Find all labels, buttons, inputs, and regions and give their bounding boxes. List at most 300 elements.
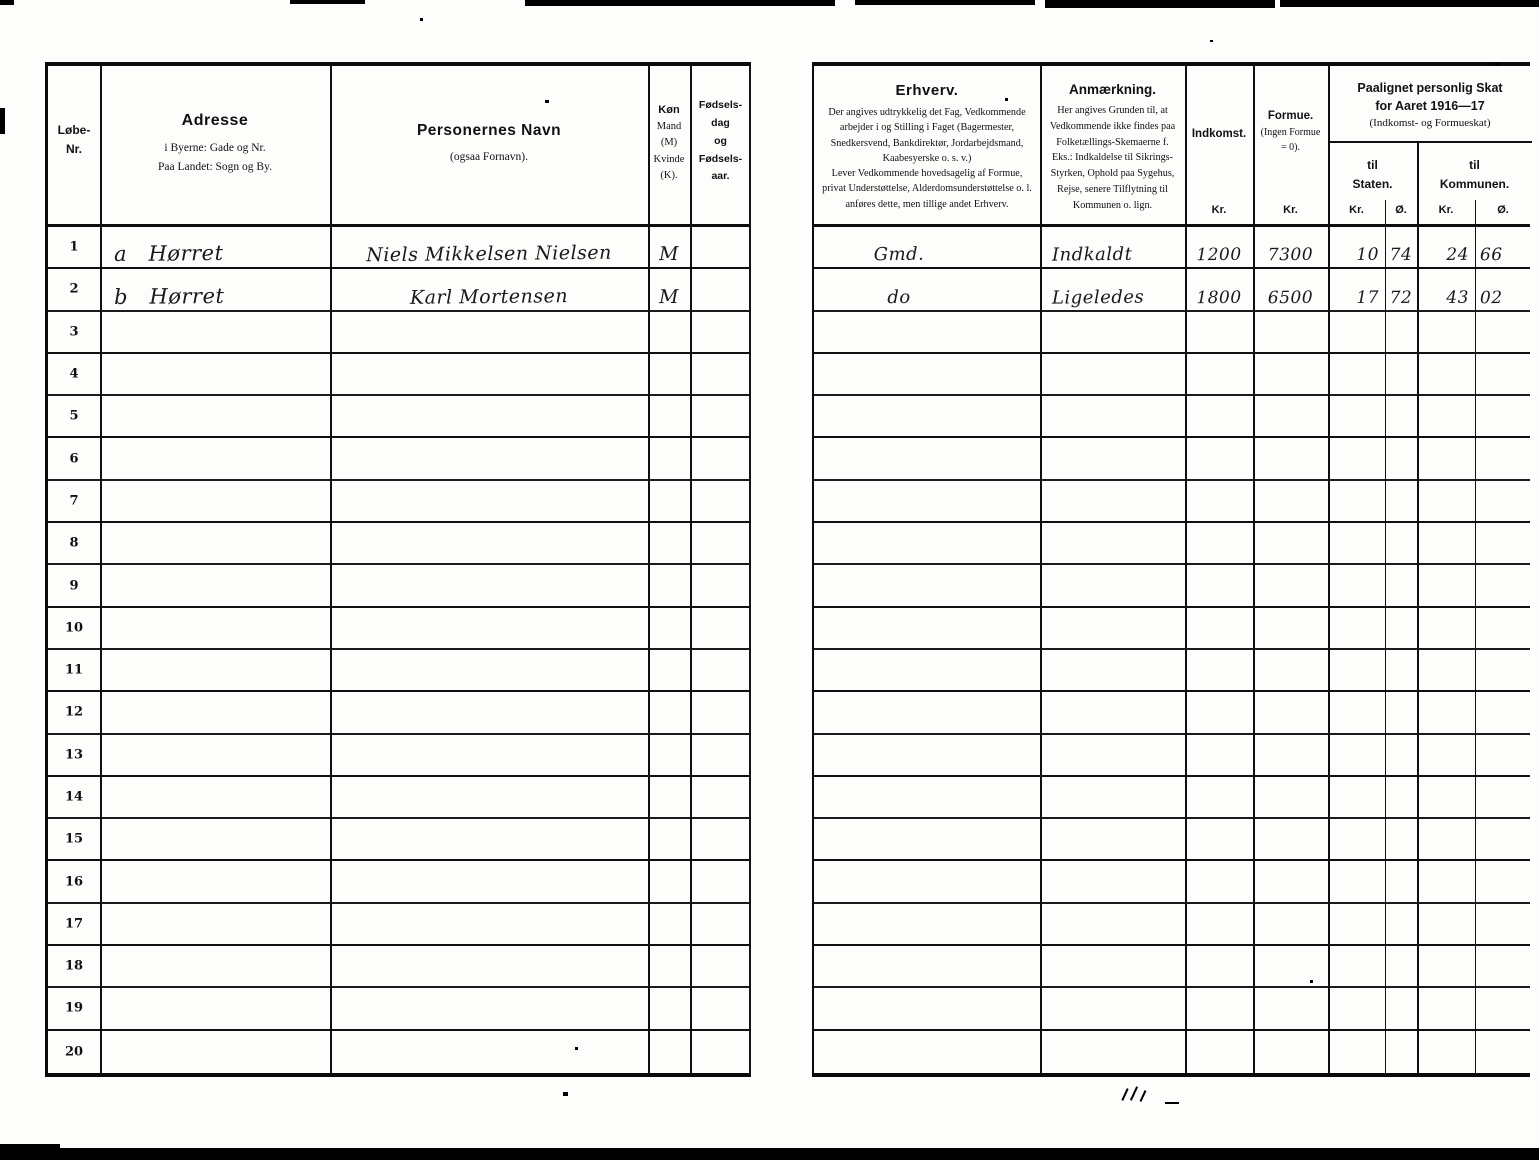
table-row (814, 269, 1530, 311)
cell-indkomst (1185, 772, 1253, 773)
cell-staten-kr (1328, 983, 1385, 984)
cell-fodselsdag (690, 814, 750, 815)
table-row (814, 1031, 1530, 1073)
cell-staten-kr: 17 (1356, 287, 1380, 308)
cell-navn (330, 982, 648, 985)
table-row (814, 777, 1530, 819)
cell-adresse (100, 644, 330, 646)
cell-staten-kr (1328, 729, 1385, 730)
row-number: 11 (64, 662, 84, 678)
row-number: 3 (69, 324, 79, 340)
cell-erhverv (814, 771, 984, 773)
table-row (48, 1031, 749, 1073)
scan-dash (1165, 1102, 1179, 1104)
header-erhverv (814, 82, 1040, 212)
cell-formue (1253, 348, 1328, 349)
cell-kommunen-ore (1475, 602, 1531, 603)
cell-staten-kr (1328, 645, 1385, 646)
cell-indkomst (1185, 814, 1253, 815)
table-row (814, 438, 1530, 480)
cell-kommunen-kr (1417, 560, 1475, 561)
cell-indkomst (1185, 391, 1253, 392)
cell-formue (1253, 433, 1328, 434)
cell-kommunen-kr (1417, 856, 1475, 857)
scan-speck (1210, 40, 1213, 42)
table-row (814, 396, 1530, 438)
scan-mark (0, 0, 14, 5)
table-row (814, 735, 1530, 777)
header-title: Paalignet personlig Skat (1357, 81, 1503, 95)
cell-kon: M (658, 243, 680, 266)
cell-adresse: b Hørret (113, 283, 225, 309)
cell-kommunen-kr: 43 (1446, 287, 1470, 308)
cell-erhverv (814, 1025, 984, 1027)
cell-staten-ore: 72 (1389, 287, 1413, 308)
cell-kommunen-ore (1475, 814, 1531, 815)
cell-adresse: a Hørret (113, 241, 224, 267)
table-row (814, 608, 1530, 650)
cell-kommunen-kr (1417, 349, 1475, 350)
unit-label-kr: Kr. (1438, 204, 1454, 216)
row-number: 15 (64, 831, 84, 847)
column-divider (1185, 66, 1187, 1073)
cell-adresse (100, 432, 330, 434)
row-number: 14 (64, 789, 84, 805)
table-row (48, 608, 749, 650)
cell-fodselsdag (690, 941, 750, 942)
header-text: Der angives udtrykkelig det Fag, Vedkommende arbejder i og Stilling i Faget (Bagermester, Snedkersvend, Bankdirektør, Jordarbejdsmand, Kaabesyerske o. s. v.) (828, 107, 1026, 164)
cell-navn (330, 812, 648, 815)
cell-formue (1253, 518, 1328, 519)
scan-mark (290, 0, 365, 4)
cell-navn (330, 728, 648, 731)
cell-formue: 7300 (1267, 245, 1314, 266)
cell-anmaerkning (1040, 517, 1185, 519)
cell-anmaerkning (1040, 602, 1185, 604)
cell-erhverv (814, 1069, 984, 1071)
cell-anmaerkning (1040, 1025, 1185, 1027)
cell-formue (1253, 898, 1328, 899)
cell-navn (330, 516, 648, 519)
cell-kommunen-kr: 24 (1446, 245, 1470, 266)
cell-fodselsdag (690, 475, 750, 476)
cell-staten-kr (1328, 391, 1385, 392)
header-text: Mand (656, 121, 682, 133)
cell-fodselsdag (690, 856, 750, 857)
cell-kommunen-ore (1475, 433, 1531, 434)
cell-indkomst (1185, 433, 1253, 434)
cell-adresse (100, 728, 330, 730)
table-row (48, 227, 749, 269)
cell-adresse (100, 348, 330, 350)
row-number: 17 (64, 916, 84, 932)
cell-staten-kr (1328, 1025, 1385, 1026)
cell-indkomst (1185, 560, 1253, 561)
cell-formue (1253, 856, 1328, 857)
cell-formue (1253, 687, 1328, 688)
cell-indkomst (1185, 898, 1253, 899)
table-row (48, 481, 749, 523)
cell-kommunen-kr (1417, 729, 1475, 730)
cell-navn (330, 686, 648, 689)
row-number: 10 (64, 620, 84, 636)
table-row (814, 565, 1530, 607)
row-number: 18 (64, 958, 84, 974)
right-page-table (812, 62, 1530, 1077)
header-body (814, 105, 1040, 212)
scan-speck (545, 100, 549, 103)
cell-anmaerkning (1040, 560, 1185, 562)
cell-indkomst (1185, 941, 1253, 942)
header-text: og (714, 134, 727, 147)
cell-adresse (100, 771, 330, 773)
cell-kommunen-ore: 66 (1479, 245, 1503, 266)
cell-formue (1253, 391, 1328, 392)
cell-erhverv (814, 940, 984, 942)
row-number: 9 (69, 578, 79, 594)
table-row (48, 946, 749, 988)
cell-anmaerkning (1040, 433, 1185, 435)
cell-kon: M (658, 285, 680, 308)
right-table-header (814, 66, 1530, 227)
column-divider (1040, 66, 1042, 1073)
cell-adresse (100, 813, 330, 815)
header-anmaerkning (1040, 82, 1185, 214)
scan-mark (1280, 0, 1539, 7)
scan-squiggle (1140, 1090, 1147, 1102)
cell-staten-kr (1328, 349, 1385, 350)
cell-fodselsdag (690, 983, 750, 984)
cell-staten-kr (1328, 898, 1385, 899)
cell-anmaerkning (1040, 856, 1185, 858)
scan-mark (0, 1144, 60, 1160)
cell-anmaerkning (1040, 729, 1185, 731)
row-number: 6 (69, 451, 79, 467)
cell-kommunen-ore (1475, 475, 1531, 476)
cell-formue (1253, 941, 1328, 942)
cell-kommunen-ore (1475, 983, 1531, 984)
table-row (48, 861, 749, 903)
cell-fodselsdag (690, 560, 750, 561)
cell-anmaerkning (1040, 390, 1185, 392)
cell-kommunen-kr (1417, 475, 1475, 476)
header-text: Kommunen. (1439, 177, 1510, 192)
cell-indkomst: 1200 (1196, 245, 1242, 266)
row-number: 5 (69, 408, 79, 424)
cell-formue (1253, 645, 1328, 646)
scan-speck (1005, 98, 1008, 101)
cell-indkomst (1185, 475, 1253, 476)
cell-navn: Karl Mortensen (409, 284, 569, 309)
unit-label-kr: Kr. (1211, 204, 1227, 216)
cell-kommunen-kr (1417, 941, 1475, 942)
cell-adresse (100, 390, 330, 392)
table-row (48, 904, 749, 946)
cell-fodselsdag (690, 772, 750, 773)
cell-kommunen-kr (1417, 433, 1475, 434)
cell-staten-kr: 10 (1356, 245, 1380, 266)
cell-erhverv (814, 475, 984, 477)
cell-indkomst (1185, 349, 1253, 350)
cell-anmaerkning (1040, 1069, 1185, 1071)
header-title: Køn (658, 104, 680, 116)
cell-anmaerkning (1040, 983, 1185, 985)
cell-adresse (100, 1024, 330, 1026)
cell-anmaerkning: Ligeledes (1051, 286, 1145, 309)
cell-adresse (100, 1069, 330, 1071)
row-number: 12 (64, 704, 84, 720)
cell-indkomst (1185, 518, 1253, 519)
cell-kommunen-ore (1475, 856, 1531, 857)
cell-anmaerkning (1040, 644, 1185, 646)
row-number: 20 (64, 1044, 84, 1060)
cell-kommunen-ore (1475, 941, 1531, 942)
header-text: Løbe- (57, 123, 91, 137)
header-text: Kvinde (653, 153, 685, 165)
header-personernes-navn (330, 122, 648, 163)
cell-adresse (100, 559, 330, 561)
header-subtext: (Indkomst- og Formueskat) (1369, 117, 1491, 130)
header-text: (M) (660, 137, 678, 149)
cell-fodselsdag (690, 518, 750, 519)
table-row (814, 650, 1530, 692)
cell-adresse (100, 940, 330, 942)
cell-navn (330, 855, 648, 858)
cell-fodselsdag (690, 645, 750, 646)
cell-fodselsdag (690, 433, 750, 434)
cell-staten-kr (1328, 602, 1385, 603)
cell-adresse (100, 686, 330, 688)
cell-formue (1253, 771, 1328, 772)
cell-formue (1253, 1025, 1328, 1026)
cell-anmaerkning: Indkaldt (1051, 244, 1133, 266)
unit-label-ore: Ø. (1395, 204, 1407, 216)
table-row (48, 396, 749, 438)
scan-speck (1495, 63, 1499, 66)
cell-anmaerkning (1040, 898, 1185, 900)
table-row (814, 946, 1530, 988)
header-adresse (100, 112, 330, 177)
cell-formue: 6500 (1267, 287, 1314, 308)
scan-mark (1045, 0, 1275, 8)
header-fodselsdag (690, 97, 751, 186)
cell-erhverv (814, 559, 984, 561)
cell-formue (1253, 729, 1328, 730)
table-row (48, 269, 749, 311)
table-row (48, 735, 749, 777)
scan-squiggle (1121, 1088, 1128, 1101)
cell-indkomst (1185, 1025, 1253, 1026)
header-paalignet-skat (1328, 66, 1532, 143)
header-text: til (1367, 158, 1378, 172)
header-title: Anmærkning. (1068, 82, 1156, 97)
table-row (48, 692, 749, 734)
cell-kommunen-kr (1417, 898, 1475, 899)
cell-kommunen-kr (1417, 983, 1475, 984)
column-divider (1475, 200, 1476, 1073)
cell-indkomst (1185, 983, 1253, 984)
header-text: Paa Landet: Sogn og By. (158, 160, 272, 173)
header-til-kommunen (1417, 156, 1532, 194)
cell-fodselsdag (690, 729, 750, 730)
table-row (48, 523, 749, 565)
cell-anmaerkning (1040, 348, 1185, 350)
cell-staten-kr (1328, 518, 1385, 519)
cell-kommunen-ore (1475, 1025, 1531, 1026)
table-row (814, 227, 1530, 269)
cell-anmaerkning (1040, 813, 1185, 815)
cell-kommunen-ore (1475, 560, 1531, 561)
table-row (48, 777, 749, 819)
cell-navn (330, 770, 648, 773)
unit-label-kr: Kr. (1349, 204, 1364, 216)
cell-erhverv: do (887, 286, 911, 308)
cell-kommunen-ore (1475, 687, 1531, 688)
cell-erhverv (814, 898, 984, 900)
cell-indkomst (1185, 602, 1253, 603)
unit-label-kr: Kr. (1283, 204, 1298, 216)
cell-staten-kr (1328, 433, 1385, 434)
cell-anmaerkning (1040, 940, 1185, 942)
cell-kommunen-ore (1475, 898, 1531, 899)
cell-erhverv (814, 729, 984, 731)
cell-navn (330, 1068, 648, 1071)
cell-navn (330, 939, 648, 942)
cell-anmaerkning (1040, 771, 1185, 773)
row-number: 1 (69, 239, 79, 255)
cell-formue (1253, 602, 1328, 603)
header-text: (Ingen Formue (1260, 127, 1321, 138)
cell-fodselsdag (690, 898, 750, 899)
cell-erhverv (814, 433, 984, 435)
row-number: 2 (69, 281, 79, 297)
row-number: 7 (69, 493, 79, 509)
header-til-staten (1328, 156, 1417, 194)
cell-fodselsdag (690, 391, 750, 392)
scan-speck (563, 1092, 568, 1096)
cell-erhverv (814, 348, 984, 350)
scan-speck (1310, 980, 1313, 983)
row-number: 19 (64, 1000, 84, 1016)
cell-kommunen-kr (1417, 772, 1475, 773)
header-text: Fødsels- (698, 99, 743, 111)
cell-fodselsdag (690, 687, 750, 688)
scan-mark (0, 108, 5, 134)
cell-staten-kr (1328, 772, 1385, 773)
header-title: Personernes Navn (416, 122, 562, 139)
cell-staten-kr (1328, 856, 1385, 857)
cell-staten-kr (1328, 475, 1385, 476)
cell-fodselsdag (690, 349, 750, 350)
cell-adresse (100, 601, 330, 603)
cell-fodselsdag (690, 1025, 750, 1026)
header-text: (K). (660, 169, 678, 181)
cell-formue (1253, 475, 1328, 476)
left-page-table (45, 62, 751, 1077)
row-number: 13 (64, 747, 84, 763)
cell-erhverv (814, 686, 984, 688)
header-title: Formue. (1267, 110, 1314, 122)
table-row (814, 692, 1530, 734)
cell-fodselsdag (690, 602, 750, 603)
cell-kommunen-ore (1475, 729, 1531, 730)
cell-staten-kr (1328, 1070, 1385, 1071)
cell-navn: Niels Mikkelsen Nielsen (366, 242, 612, 267)
header-text: i Byerne: Gade og Nr. (164, 142, 266, 154)
cell-adresse (100, 855, 330, 857)
column-divider (1328, 66, 1330, 1073)
cell-staten-kr (1328, 814, 1385, 815)
header-subtext (100, 139, 330, 177)
header-text: = 0). (1281, 142, 1300, 153)
cell-formue (1253, 983, 1328, 984)
header-indkomst: Indkomst. (1191, 128, 1247, 140)
header-body: Her angives Grunden til, at Vedkommende ikke findes paa Folketællings-Skemaerne f. Eks.: Indkaldelse til Sikrings-Styrken, Ophold paa Sygehus, Rejse, senere Tilflytning til Kommunen o. lign. (1049, 105, 1176, 211)
cell-formue (1253, 1070, 1328, 1071)
cell-navn (330, 897, 648, 900)
column-divider (1385, 200, 1386, 1073)
cell-kommunen-kr (1417, 687, 1475, 688)
cell-anmaerkning (1040, 687, 1185, 689)
cell-kommunen-kr (1417, 645, 1475, 646)
cell-erhverv (814, 517, 984, 519)
table-row (814, 861, 1530, 903)
table-row (814, 904, 1530, 946)
left-table-header (48, 66, 749, 227)
header-subtext: (ogsaa Fornavn). (450, 151, 528, 163)
cell-erhverv (814, 602, 984, 604)
cell-kommunen-ore (1475, 1070, 1531, 1071)
scan-speck (575, 1047, 578, 1050)
column-divider (648, 66, 650, 1073)
table-row (48, 312, 749, 354)
table-row (48, 988, 749, 1030)
table-row (814, 481, 1530, 523)
header-title: Erhverv. (895, 82, 959, 99)
cell-kommunen-kr (1417, 1025, 1475, 1026)
cell-staten-ore: 74 (1389, 245, 1413, 266)
cell-fodselsdag (690, 1070, 750, 1071)
cell-adresse (100, 475, 330, 477)
table-row (48, 819, 749, 861)
cell-indkomst (1185, 1070, 1253, 1071)
header-title: for Aaret 1916—17 (1375, 99, 1485, 114)
table-row (48, 438, 749, 480)
column-divider (690, 66, 692, 1073)
cell-anmaerkning (1040, 475, 1185, 477)
cell-kommunen-kr (1417, 518, 1475, 519)
header-lobe-nr (48, 121, 100, 158)
cell-kommunen-ore (1475, 772, 1531, 773)
cell-kommunen-kr (1417, 1070, 1475, 1071)
cell-staten-kr (1328, 687, 1385, 688)
cell-kommunen-ore (1475, 349, 1531, 350)
cell-indkomst: 1800 (1196, 287, 1242, 308)
cell-navn (330, 474, 648, 477)
cell-navn (330, 601, 648, 604)
header-text: dag (711, 116, 730, 129)
cell-navn (330, 390, 648, 393)
table-row (814, 523, 1530, 565)
column-divider (100, 66, 102, 1073)
header-text: til (1469, 158, 1480, 172)
cell-adresse (100, 898, 330, 900)
scan-squiggle (1130, 1086, 1138, 1100)
scan-mark (0, 1148, 1539, 1160)
cell-kommunen-kr (1417, 602, 1475, 603)
row-number: 8 (69, 535, 79, 551)
cell-navn (330, 559, 648, 562)
